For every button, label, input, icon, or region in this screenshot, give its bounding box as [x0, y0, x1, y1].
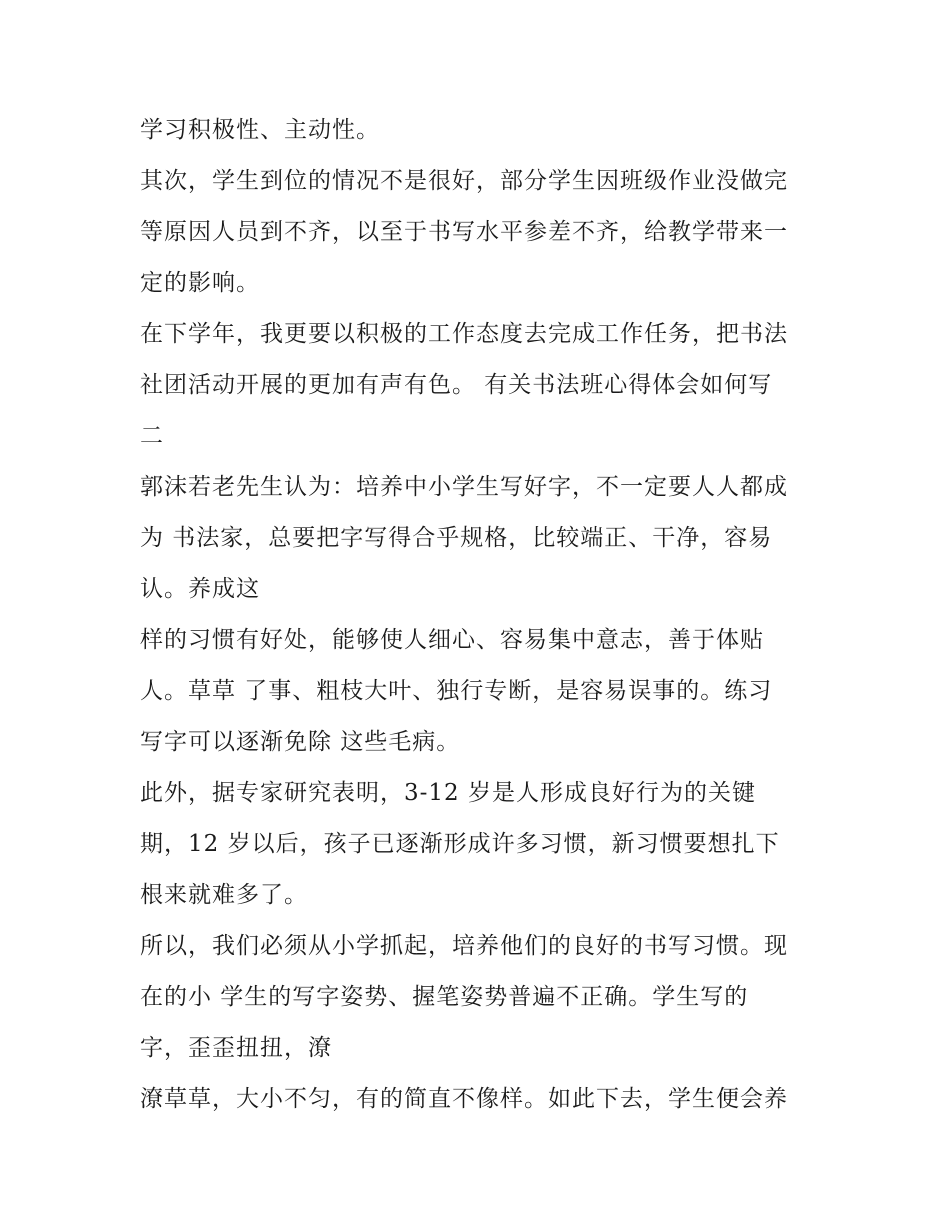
text-line: 根来就难多了。 [140, 882, 308, 908]
text-line: 在的小 学生的写字姿势、握笔姿势普遍不正确。学生写的 [140, 984, 749, 1010]
text-line: 认。养成这 [140, 576, 260, 602]
text-line: 为 书法家，总要把字写得合乎规格，比较端正、干净，容易 [140, 525, 773, 551]
text-line: 所以，我们必须从小学抓起，培养他们的良好的书写习惯。现 [140, 933, 788, 959]
text-line: 等原因人员到不齐，以至于书写水平参差不齐，给教学带来一 [140, 219, 788, 245]
text-line: 在下学年，我更要以积极的工作态度去完成工作任务，把书法 [140, 321, 788, 347]
text-line: 潦草草，大小不匀，有的简直不像样。如此下去，学生便会养 [140, 1086, 788, 1112]
text-line: 字，歪歪扭扭，潦 [140, 1035, 332, 1061]
text-line: 定的影响。 [140, 270, 260, 296]
text-line: 其次，学生到位的情况不是很好，部分学生因班级作业没做完 [140, 168, 788, 194]
text-line: 样的习惯有好处，能够使人细心、容易集中意志，善于体贴 [140, 627, 764, 653]
text-line: 期，12 岁以后，孩子已逐渐形成许多习惯，新习惯要想扎下 [140, 831, 780, 857]
document-body [140, 110, 830, 1130]
text-line: 社团活动开展的更加有声有色。 有关书法班心得体会如何写 [140, 372, 773, 398]
text-line: 学习积极性、主动性。 [140, 117, 380, 143]
text-line: 二 [140, 423, 164, 449]
text-line: 郭沫若老先生认为：培养中小学生写好字，不一定要人人都成 [140, 474, 788, 500]
text-line: 此外，据专家研究表明，3-12 岁是人形成良好行为的关键 [140, 780, 756, 806]
text-line: 人。草草 了事、粗枝大叶、独行专断，是容易误事的。练习 [140, 678, 773, 704]
text-line: 写字可以逐渐免除 这些毛病。 [140, 729, 461, 755]
